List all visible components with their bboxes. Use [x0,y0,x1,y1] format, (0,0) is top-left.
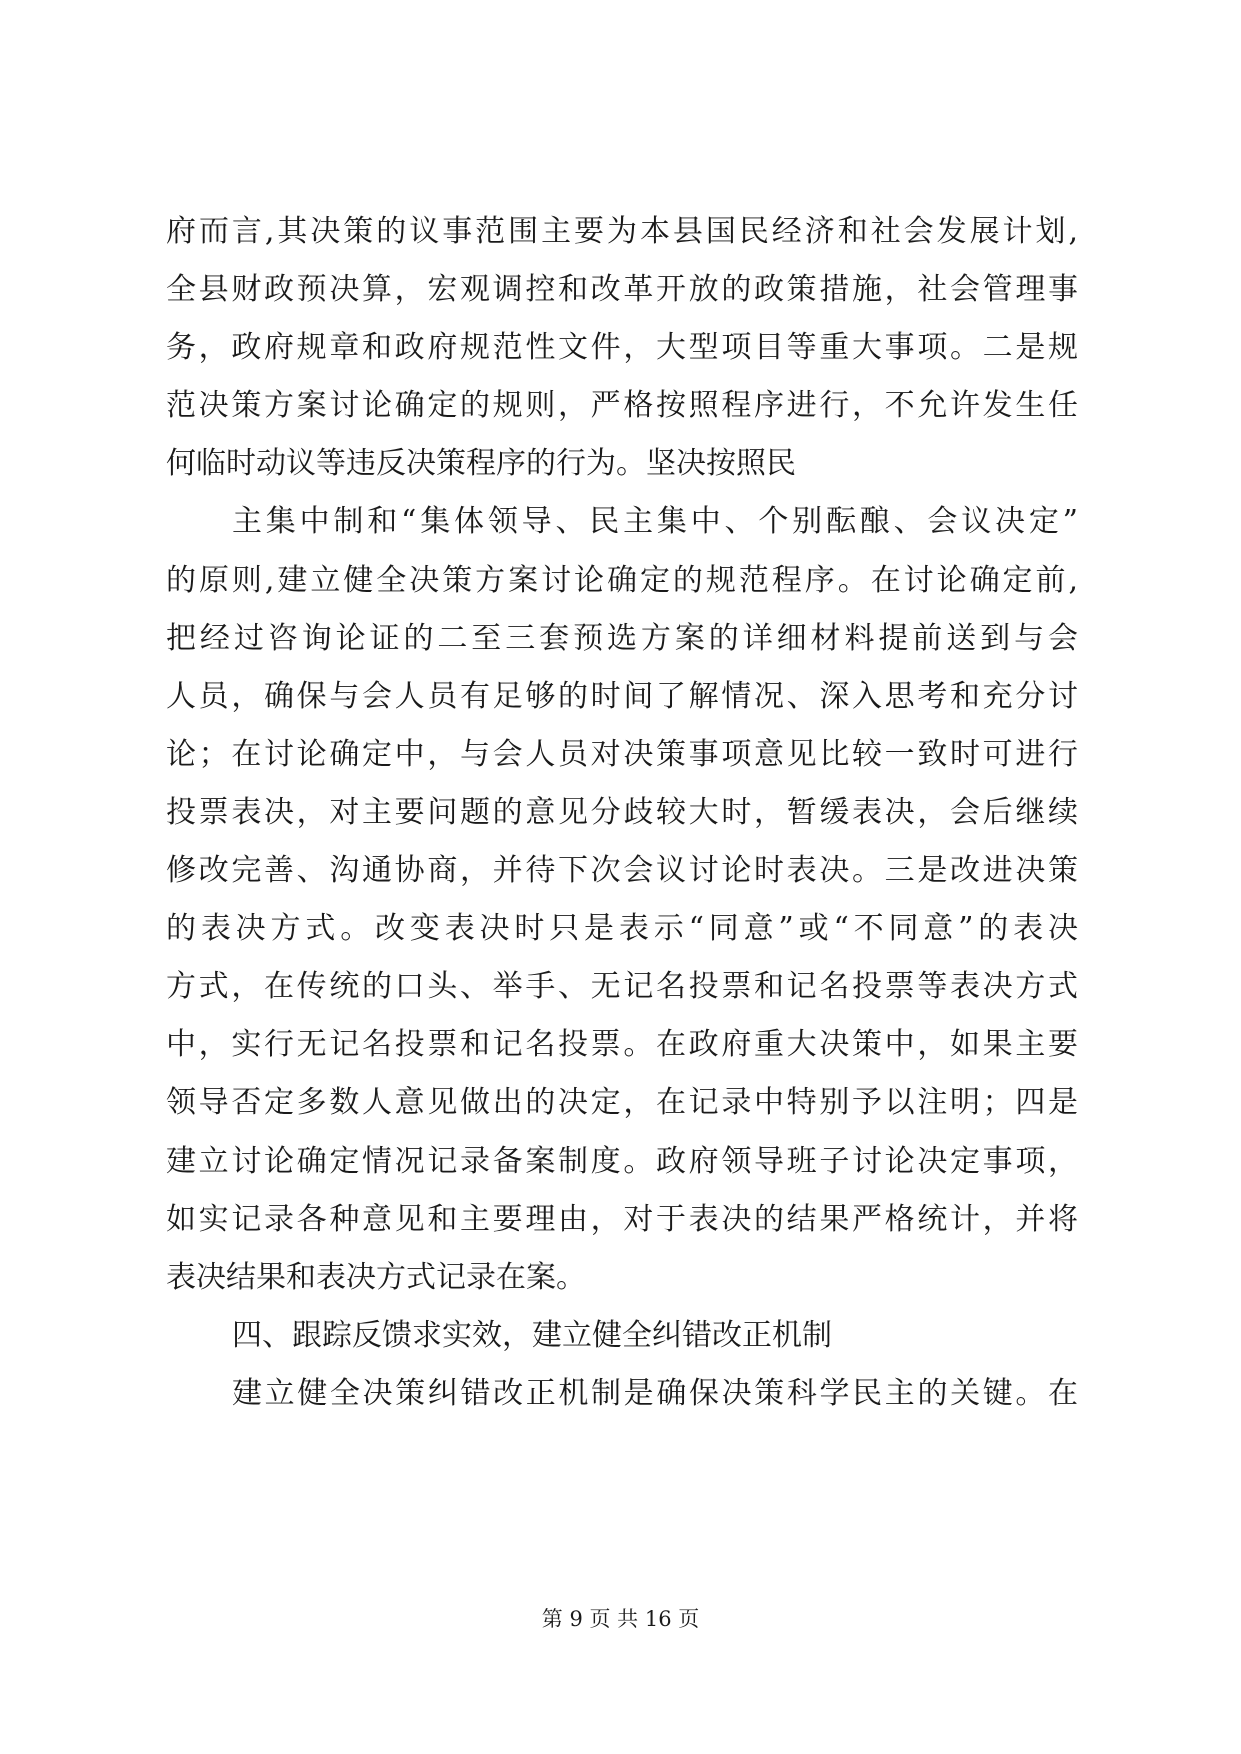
text-line: 论；在讨论确定中，与会人员对决策事项意见比较一致时可进行 [166,736,1078,772]
text-line: 如实记录各种意见和主要理由，对于表决的结果严格统计，并将 [166,1201,1078,1237]
text-line: 主集中制和“集体领导、民主集中、个别酝酿、会议决定” [232,504,1078,540]
text-line: 建立健全决策纠错改正机制是确保决策科学民主的关键。在 [232,1375,1078,1411]
page-number-footer: 第 9 页 共 16 页 [541,1607,700,1631]
text-line: 建立讨论确定情况记录备案制度。政府领导班子讨论决定事项， [166,1143,1078,1179]
text-line: 的表决方式。改变表决时只是表示“同意”或“不同意”的表决 [166,911,1078,947]
text-line: 把经过咨询论证的二至三套预选方案的详细材料提前送到与会 [166,620,1078,656]
text-line: 人员，确保与会人员有足够的时间了解情况、深入思考和充分讨 [166,678,1078,714]
text-line: 全县财政预决算，宏观调控和改革开放的政策措施，社会管理事 [166,272,1078,308]
text-line: 的原则,建立健全决策方案讨论确定的规范程序。在讨论确定前, [166,562,1078,598]
text-line: 务，政府规章和政府规范性文件，大型项目等重大事项。二是规 [166,330,1078,366]
text-line: 表决结果和表决方式记录在案。 [166,1259,586,1295]
text-line: 府而言,其决策的议事范围主要为本县国民经济和社会发展计划, [166,214,1078,249]
text-line: 何临时动议等违反决策程序的行为。坚决按照民 [166,446,796,482]
text-line: 四、跟踪反馈求实效，建立健全纠错改正机制 [232,1317,832,1353]
text-line: 领导否定多数人意见做出的决定，在记录中特别予以注明；四是 [166,1085,1078,1121]
text-line: 中，实行无记名投票和记名投票。在政府重大决策中，如果主要 [166,1027,1078,1063]
text-line: 范决策方案讨论确定的规则，严格按照程序进行，不允许发生任 [166,388,1078,424]
text-line: 修改完善、沟通协商，并待下次会议讨论时表决。三是改进决策 [166,853,1078,889]
text-line: 方式，在传统的口头、举手、无记名投票和记名投票等表决方式 [166,969,1078,1005]
text-line: 投票表决，对主要问题的意见分歧较大时，暂缓表决，会后继续 [166,794,1078,830]
body-text [166,203,1078,1423]
